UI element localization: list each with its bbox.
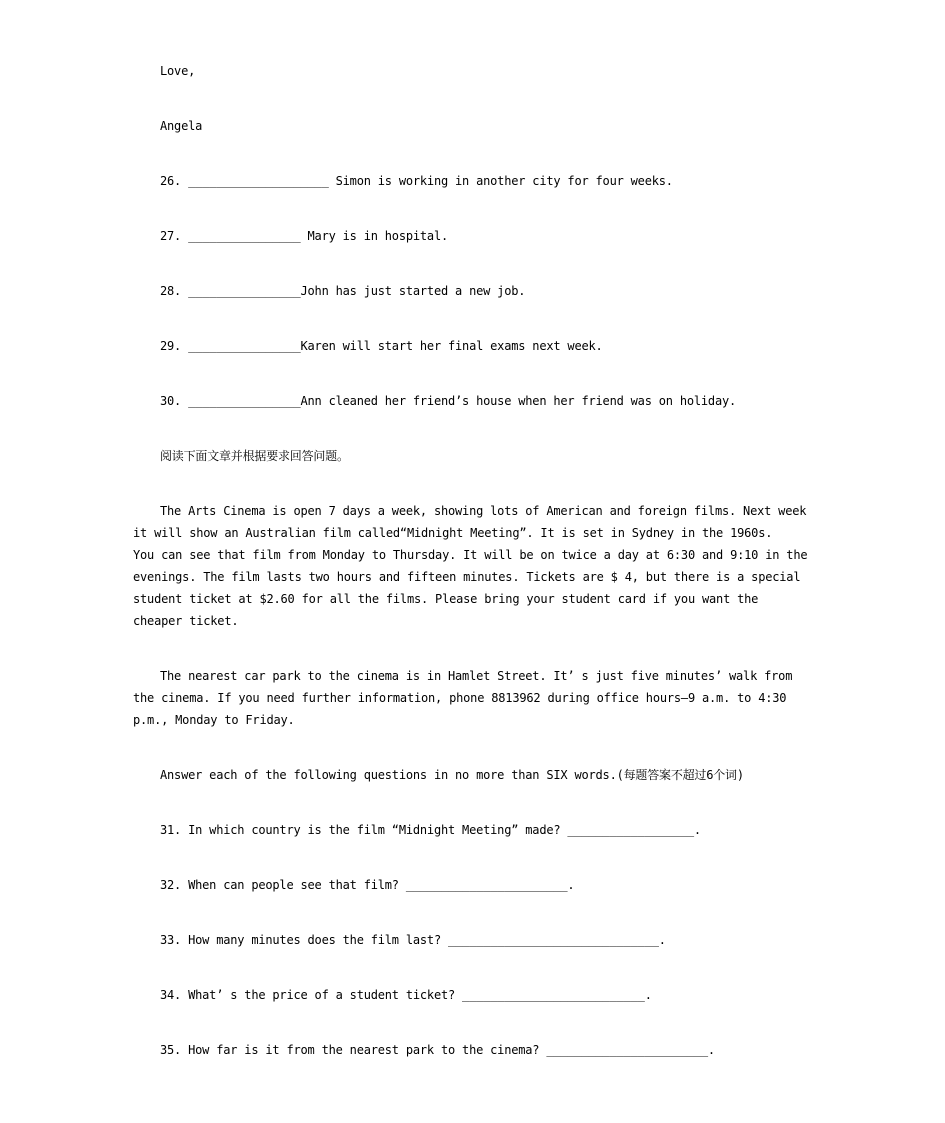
- question-32: 32. When can people see that film? _______________________.: [160, 878, 575, 892]
- passage-line: p.m., Monday to Friday.: [133, 713, 295, 727]
- question-27: 27. ________________ Mary is in hospital.: [160, 229, 449, 243]
- reading-instruction: 阅读下面文章并根据要求回答问题。: [160, 449, 349, 463]
- passage-line: the cinema. If you need further information, phone 8813962 during office hours—9 a.m. to 4:30: [133, 691, 787, 705]
- question-29: 29. ________________Karen will start her final exams next week.: [160, 339, 603, 353]
- question-26: 26. ____________________ Simon is working in another city for four weeks.: [160, 174, 673, 188]
- passage-line: it will show an Australian film called“Midnight Meeting”. It is set in Sydney in the 1960s.: [133, 526, 773, 540]
- passage-line: You can see that film from Monday to Thursday. It will be on twice a day at 6:30 and 9:10 in the: [133, 548, 808, 562]
- question-31: 31. In which country is the film “Midnight Meeting” made? __________________.: [160, 823, 701, 837]
- answer-instruction: Answer each of the following questions in no more than SIX words.(每题答案不超过6个词): [160, 768, 744, 782]
- passage-line: evenings. The film lasts two hours and fifteen minutes. Tickets are $ 4, but there is a special: [133, 570, 801, 584]
- passage-arts-cinema: [133, 500, 833, 632]
- passage-line: student ticket at $2.60 for all the films. Please bring your student card if you want the: [133, 592, 759, 606]
- passage-line: cheaper ticket.: [133, 614, 239, 628]
- question-28: 28. ________________John has just started a new job.: [160, 284, 526, 298]
- question-30: 30. ________________Ann cleaned her friend’s house when her friend was on holiday.: [160, 394, 737, 408]
- question-35: 35. How far is it from the nearest park to the cinema? _______________________.: [160, 1043, 715, 1057]
- question-33: 33. How many minutes does the film last? ______________________________.: [160, 933, 666, 947]
- question-34: 34. What’ s the price of a student ticket? __________________________.: [160, 988, 652, 1002]
- letter-closing: Love,: [160, 64, 196, 78]
- passage-car-park: [133, 665, 833, 731]
- letter-signature: Angela: [160, 119, 203, 133]
- passage-line: The Arts Cinema is open 7 days a week, showing lots of American and foreign films. Next week: [160, 504, 807, 518]
- passage-line: The nearest car park to the cinema is in Hamlet Street. It’ s just five minutes’ walk from: [160, 669, 793, 683]
